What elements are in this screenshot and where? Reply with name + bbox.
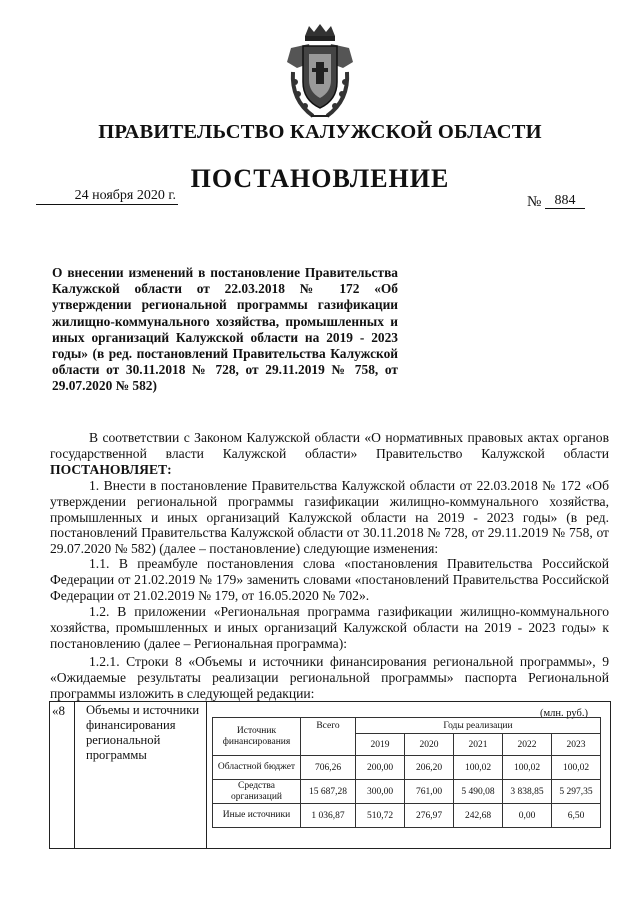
header-year: 2019 xyxy=(356,734,405,756)
preamble-text: В соответствии с Законом Калужской области «О нормативных правовых актах органов государственной власти Калужской области» Правительство Калужской области xyxy=(50,430,609,461)
row-value: 200,00 xyxy=(356,756,405,780)
government-name: ПРАВИТЕЛЬСТВО КАЛУЖСКОЙ ОБЛАСТИ xyxy=(98,121,542,143)
row-value: 0,00 xyxy=(503,804,552,828)
row-total: 1 036,87 xyxy=(301,804,356,828)
header-year: 2021 xyxy=(454,734,503,756)
row-value: 100,02 xyxy=(503,756,552,780)
table-row xyxy=(213,804,601,828)
row-value: 242,68 xyxy=(454,804,503,828)
row-source: Средства организаций xyxy=(213,780,301,804)
row-source: Областной бюджет xyxy=(213,756,301,780)
row-value: 100,02 xyxy=(552,756,601,780)
resolves-keyword: ПОСТАНОВЛЯЕТ: xyxy=(50,461,172,477)
row-value: 300,00 xyxy=(356,780,405,804)
preamble-paragraph xyxy=(50,430,609,477)
row-total: 706,26 xyxy=(301,756,356,780)
paragraph-1: 1. Внести в постановление Правительства Калужской области от 22.03.2018 № 172 «Об утверждении региональной программы газификации жилищно-коммунального хозяйства, промышленных и иных организаций Калужской области на 2019 - 2023 годы» (в ред. постановлений Правительства Калужской области от 30.11.2018 № 728, от 29.11.2019 № 758, от 29.07.2020 № 582) (далее – постановление) следующие изменения: xyxy=(50,478,609,557)
row-number: «8 xyxy=(52,703,65,718)
header-year: 2022 xyxy=(503,734,552,756)
row-value: 6,50 xyxy=(552,804,601,828)
row-value: 5 297,35 xyxy=(552,780,601,804)
number-sign: № xyxy=(527,194,542,210)
row-value: 206,20 xyxy=(405,756,454,780)
row-source: Иные источники xyxy=(213,804,301,828)
row-value: 761,00 xyxy=(405,780,454,804)
unit-label: (млн. руб.) xyxy=(540,708,588,719)
coat-of-arms-emblem xyxy=(283,22,357,120)
header-total: Всего xyxy=(301,718,356,756)
row-value: 510,72 xyxy=(356,804,405,828)
row-value: 5 490,08 xyxy=(454,780,503,804)
document-subject: О внесении изменений в постановление Правительства Калужской области от 22.03.2018 № 172 «Об утверждении региональной программы газификации жилищно-коммунального хозяйства, промышленных и иных организаций Калужской области на 2019 - 2023 годы» (в ред. постановлений Правительства Калужской области от 30.11.2018 № 728, от 29.11.2019 № 758, от 29.07.2020 № 582) xyxy=(52,265,398,394)
header-year: 2020 xyxy=(405,734,454,756)
document-number: 884 xyxy=(545,194,585,209)
row-value: 276,97 xyxy=(405,804,454,828)
header-years-group: Годы реализации xyxy=(356,718,601,734)
paragraph-1-2-1: 1.2.1. Строки 8 «Объемы и источники финансирования региональной программы», 9 «Ожидаемые результаты реализации региональной программы» паспорта Региональной программы изложить в следующей редакции: xyxy=(50,654,609,701)
financing-table xyxy=(212,717,601,828)
header-source: Источник финансирования xyxy=(213,718,301,756)
header-year: 2023 xyxy=(552,734,601,756)
table-row xyxy=(213,780,601,804)
paragraph-1-2: 1.2. В приложении «Региональная программа газификации жилищно-коммунального хозяйства, промышленных и иных организаций Калужской области на 2019 - 2023 годы» к постановлению (далее – Региональная программа): xyxy=(50,604,609,651)
document-type-title: ПОСТАНОВЛЕНИЕ xyxy=(190,164,450,193)
row-value: 3 838,85 xyxy=(503,780,552,804)
row-total: 15 687,28 xyxy=(301,780,356,804)
paragraph-1-1: 1.1. В преамбуле постановления слова «постановления Правительства Российской Федерации от 21.02.2019 № 179» заменить словами «постановлений Правительства Российской Федерации от 21.02.2019 № 179, от 16.05.2020 № 702». xyxy=(50,556,609,603)
table-row xyxy=(213,756,601,780)
row-label: Объемы и источники финансирования региональной программы xyxy=(86,703,200,762)
document-date: 24 ноября 2020 г. xyxy=(36,188,178,205)
row-value: 100,02 xyxy=(454,756,503,780)
table-col-number xyxy=(49,701,75,849)
